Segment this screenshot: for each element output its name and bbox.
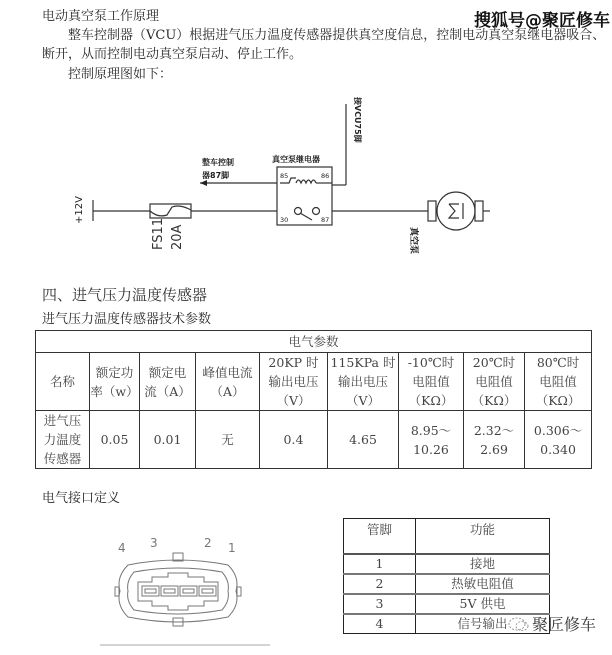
connector-pin-4: 4 [118, 541, 126, 555]
watermark-bottom-text: 聚匠修车 [532, 615, 597, 634]
vcu-pin-label: 接VCU75脚 [353, 97, 362, 143]
pin-number: 1 [344, 554, 416, 574]
section-heading-sensor: 四、进气压力温度传感器 [42, 286, 208, 304]
col-header-resistance-20c: 20℃时 电阻值 （KΩ） [464, 353, 525, 411]
col-header-resistance-80c: 80℃时 电阻值 （KΩ） [525, 353, 592, 411]
pin-header-pin: 管脚 [344, 519, 416, 555]
fuse-icon [150, 204, 191, 218]
signal-label-line-1: 整车控制 [202, 158, 234, 167]
table-row [36, 411, 592, 469]
fuse-rating: 20A [170, 224, 185, 250]
cell-resistance-20c: 2.32～ 2.69 [464, 411, 525, 469]
col-header-rated-current: 额定电 流（A） [140, 353, 196, 411]
cell-rated-power: 0.05 [90, 411, 140, 469]
relay-pin-87: 87 [321, 216, 330, 224]
relay-pin-85: 85 [280, 172, 289, 180]
pin-function: 信号输出 [416, 614, 550, 634]
spec-table [35, 330, 592, 469]
table-row [344, 594, 550, 614]
switch-contact-87 [313, 208, 320, 215]
group-header: 电气参数 [36, 331, 592, 353]
col-header-resistance-minus10c: -10℃时 电阻值 （KΩ） [399, 353, 464, 411]
relay-pin-86: 86 [321, 172, 330, 180]
wechat-icon [508, 616, 530, 632]
fuse-label: FS11 [151, 217, 166, 250]
col-header-peak-current: 峰值电流 （A） [196, 353, 260, 411]
cell-resistance-80c: 0.306～ 0.340 [525, 411, 592, 469]
table-row [344, 554, 550, 574]
paragraph-line-1: 整车控制器（VCU）根据进气压力温度传感器提供真空度信息，控制电动真空泵继电器吸合、 [68, 28, 606, 43]
paragraph-line-2: 断开，从而控制电动真空泵启动、停止工作。 [42, 47, 303, 62]
connector-drawing [100, 525, 280, 655]
connector-pin-3: 3 [150, 536, 158, 550]
connector-pin-2: 2 [204, 536, 212, 550]
motor-label: 真空泵 [408, 227, 418, 255]
signal-label-line-2: 器87脚 [202, 171, 230, 180]
cell-resistance-minus10c: 8.95～ 10.26 [399, 411, 464, 469]
cell-peak-current: 无 [196, 411, 260, 469]
diagram-intro: 控制原理图如下： [68, 67, 173, 82]
supply-label: +12V [74, 196, 85, 224]
table-row [344, 574, 550, 594]
pin-function: 接地 [416, 554, 550, 574]
pin-number: 2 [344, 574, 416, 594]
spec-table-caption: 进气压力温度传感器技术参数 [42, 312, 212, 327]
section-title-interface: 电气接口定义 [42, 491, 121, 506]
relay-pin-30: 30 [280, 216, 289, 224]
cell-rated-current: 0.01 [140, 411, 196, 469]
connector-pin-1: 1 [228, 541, 236, 555]
relay-title: 真空泵继电器 [272, 155, 320, 164]
col-header-name: 名称 [36, 353, 90, 411]
pin-function: 热敏电阻值 [416, 574, 550, 594]
circuit-diagram [0, 0, 612, 280]
pin-number: 3 [344, 594, 416, 614]
pin-function: 5V 供电 [416, 594, 550, 614]
cell-voltage-115kpa: 4.65 [328, 411, 399, 469]
arrow-icon [200, 180, 207, 186]
pin-header-function: 功能 [416, 519, 550, 555]
motor-icon [437, 192, 475, 230]
col-header-voltage-115kpa: 115KPa 时 输出电压 （V） [328, 353, 399, 411]
section-title-vacuum-pump: 电动真空泵工作原理 [42, 9, 160, 24]
pin-number: 4 [344, 614, 416, 634]
connector-icon [115, 553, 241, 626]
col-header-voltage-20kp: 20KP 时 输出电压 （V） [260, 353, 328, 411]
cell-voltage-20kp: 0.4 [260, 411, 328, 469]
col-header-rated-power: 额定功 率（w） [90, 353, 140, 411]
cell-name: 进气压 力温度 传感器 [36, 411, 90, 469]
watermark-bottom [508, 612, 596, 635]
watermark-top: 搜狐号@聚匠修车 [474, 11, 610, 31]
